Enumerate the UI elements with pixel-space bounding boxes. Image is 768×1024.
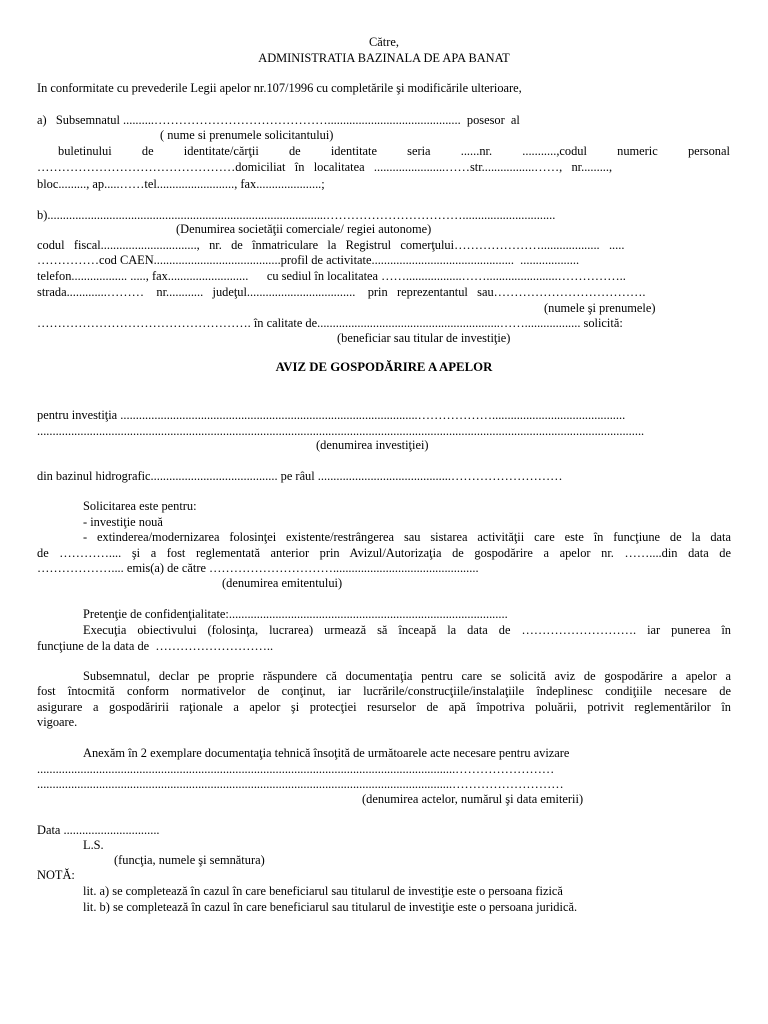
investment-dotted-line: .................................................................................................................................................................................................... — [37, 424, 645, 438]
investment-line: pentru investiţia ................................................................................................………………........................................... — [37, 408, 626, 422]
section-b-company-line: b)..........................................................................................…………………………….............................. — [37, 208, 556, 222]
caption-applicant-name: ( nume si prenumele solicitantului) — [160, 128, 334, 142]
request-option-new: - investiţie nouă — [83, 515, 163, 529]
caption-company-name: (Denumirea societăţii comerciale/ regiei autonome) — [176, 222, 432, 236]
request-option-extension-1: - extinderea/modernizarea folosinţei existente/restrângerea sau sistarea activităţii care este în funcţiune de la data — [83, 530, 731, 544]
document-title: AVIZ DE GOSPODĂRIRE A APELOR — [275, 360, 493, 374]
annex-dotted-line-2: ......................................................................................................................................……………………… — [37, 777, 564, 791]
section-b-phone-line: telefon.................. ....., fax.......................... cu sediul în localitatea ……..................…….......................…………….. — [37, 269, 626, 283]
section-a-id-line: buletinului de identitate/cărţii de identitate seria ......nr. ...........,codul numeric personal — [58, 144, 730, 158]
caption-representative-name: (numele şi prenumele) — [544, 301, 656, 315]
basin-river-line: din bazinul hidrografic......................................... pe râul ...........................................……………………… — [37, 469, 563, 483]
caption-investment-name: (denumirea investiţiei) — [316, 438, 429, 452]
execution-line-2: funcţiune de la data de ……………………….. — [37, 639, 274, 653]
section-b-street-line: strada.............……… nr............ judeţul................................... prin reprezentantul sau………………………………. — [37, 285, 646, 299]
section-b-fiscal-line: codul fiscal..............................., nr. de înmatriculare la Registrul comerţului…………………................... ..... — [37, 238, 625, 252]
caption-issuer: (denumirea emitentului) — [222, 576, 343, 590]
request-option-extension-2: de ………….... şi a fost reglementată anterior prin Avizul/Autorizaţia de gospodărire a apelor nr. ……....din data de — [37, 546, 731, 560]
caption-annex-documents: (denumirea actelor, numărul şi data emiterii) — [362, 792, 584, 806]
addressee-institution: ADMINISTRATIA BAZINALA DE APA BANAT — [258, 51, 510, 65]
execution-line-1: Execuţia obiectivului (folosinţa, lucrarea) urmează să înceapă la data de ………………………. iar punerea în — [83, 623, 731, 637]
annex-dotted-line-1: .......................................................................................................................................…………………… — [37, 762, 555, 776]
annex-line: Anexăm în 2 exemplare documentaţia tehnică însoţită de următoarele acte necesare pentru avizare — [83, 746, 570, 760]
request-option-extension-3: ……………….... emis(a) de către …………………………............................................... — [37, 561, 479, 575]
section-b-role-line: ……………………………………………. în calitate de...........................................................…….................. solicită: — [37, 316, 623, 330]
caption-beneficiary: (beneficiar sau titular de investiţie) — [337, 331, 511, 345]
confidentiality-line: Pretenţie de confidenţialitate:.......................................................................................... — [83, 607, 508, 621]
intro-text: In conformitate cu prevederile Legii apelor nr.107/1996 cu completările şi modificările ulterioare, — [37, 81, 522, 95]
declaration-line-4: vigoare. — [37, 715, 78, 729]
declaration-line-1: Subsemnatul, declar pe proprie răspundere că documentaţia pentru care se solicită aviz de gospodărire a apelor a — [83, 669, 731, 683]
section-a-address-line: …………………………………………domiciliat în localitatea .......................……str.................……, nr........., — [37, 160, 613, 174]
date-field: Data ............................... — [37, 823, 160, 837]
declaration-line-2: fost întocmită conform normativelor de conţinut, iar lucrările/construcţiile/instalaţiile îndeplinesc condiţiile necesare de — [37, 684, 731, 698]
request-label: Solicitarea este pentru: — [83, 499, 197, 513]
note-b: lit. b) se completează în cazul în care beneficiarul sau titularul de investiţie este o persoana juridică. — [83, 900, 578, 914]
declaration-line-3: asigurare a gospodăririi raţionale a apelor şi protecţiei resurselor de apă împotriva poluării, potrivit reglementărilor în — [37, 700, 731, 714]
signature-caption: (funcţia, numele şi semnătura) — [114, 853, 265, 867]
note-a: lit. a) se completează în cazul în care beneficiarul sau titularul de investiţie este o persoana fizică — [83, 884, 563, 898]
section-a-contact-line: bloc........., ap.....……tel........................., fax.....................; — [37, 177, 325, 191]
section-a-applicant-line: a) Subsemnatul ..........……………………………………........................................... posesor al — [37, 113, 520, 127]
addressee-to: Către, — [369, 35, 399, 49]
note-label: NOTĂ: — [37, 868, 75, 882]
section-b-caen-line: ……………cod CAEN.........................................profil de activitate.............................................. ................... — [37, 253, 580, 267]
seal-ls: L.S. — [83, 838, 104, 852]
